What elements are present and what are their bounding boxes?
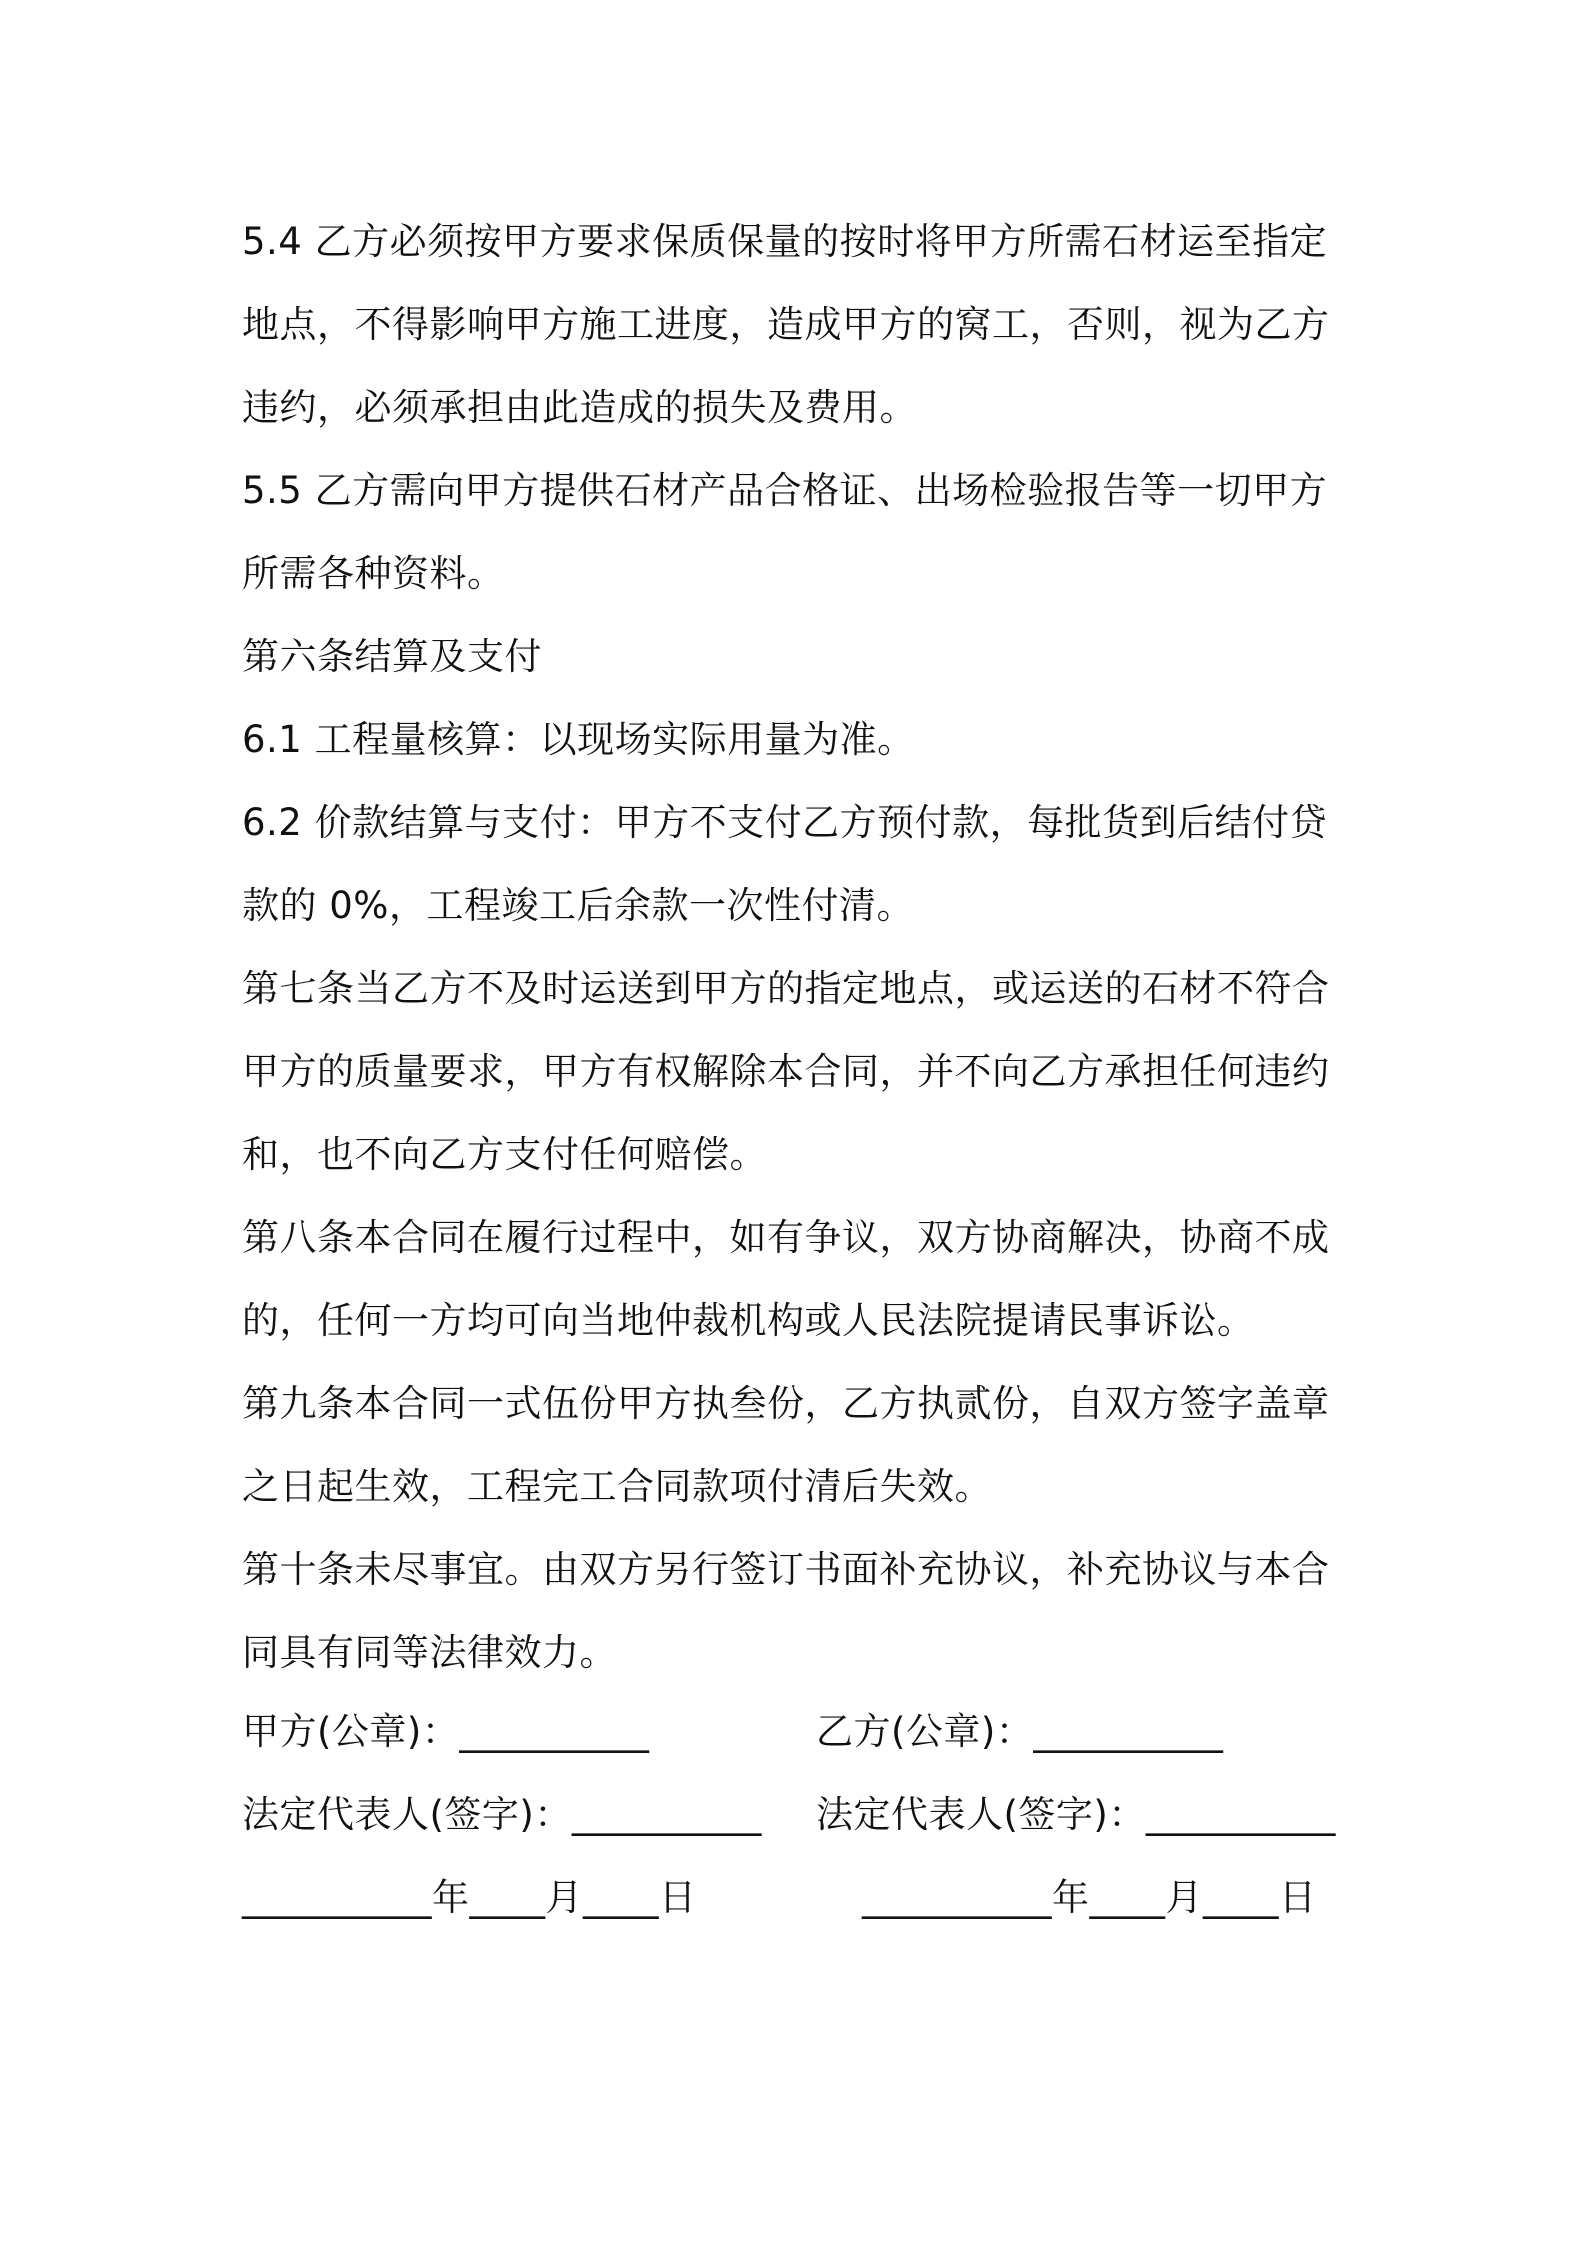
date-row xyxy=(242,1856,1362,1939)
signature-block xyxy=(242,1690,1362,1939)
party-b-date-line: __________年____月____日 xyxy=(862,1876,1317,1919)
party-a-date-line: __________年____月____日 xyxy=(242,1876,697,1919)
party-a-representative-line: 法定代表人(签字)：__________ xyxy=(242,1793,762,1836)
representative-row xyxy=(242,1773,1362,1856)
seal-row xyxy=(242,1690,1362,1773)
contract-body xyxy=(242,200,1362,1694)
article-7: 第七条当乙方不及时运送到甲方的指定地点，或运送的石材不符合甲方的质量要求，甲方有权解除本合同，并不向乙方承担任何违约和，也不向乙方支付任何赔偿。 xyxy=(242,967,1330,1176)
clause-6-1: 6.1 工程量核算：以现场实际用量为准。 xyxy=(242,718,915,761)
clause-6-2: 6.2 价款结算与支付：甲方不支付乙方预付款，每批货到后结付贷款的 0%，工程竣工后余款一次性付清。 xyxy=(242,801,1328,927)
article-8: 第八条本合同在履行过程中，如有争议，双方协商解决，协商不成的，任何一方均可向当地仲裁机构或人民法院提请民事诉讼。 xyxy=(242,1216,1330,1342)
party-b-seal-line: 乙方(公章)：__________ xyxy=(816,1710,1224,1753)
article-6-heading: 第六条结算及支付 xyxy=(242,635,542,678)
article-9: 第九条本合同一式伍份甲方执叁份，乙方执贰份，自双方签字盖章之日起生效，工程完工合同款项付清后失效。 xyxy=(242,1382,1330,1508)
party-b-representative-line: 法定代表人(签字)：__________ xyxy=(816,1793,1336,1836)
article-10: 第十条未尽事宜。由双方另行签订书面补充协议，补充协议与本合同具有同等法律效力。 xyxy=(242,1548,1330,1674)
clause-5-5: 5.5 乙方需向甲方提供石材产品合格证、出场检验报告等一切甲方所需各种资料。 xyxy=(242,469,1328,595)
party-a-seal-line: 甲方(公章)：__________ xyxy=(242,1710,650,1753)
clause-5-4: 5.4 乙方必须按甲方要求保质保量的按时将甲方所需石材运至指定地点，不得影响甲方施工进度，造成甲方的窝工，否则，视为乙方违约，必须承担由此造成的损失及费用。 xyxy=(242,220,1330,429)
